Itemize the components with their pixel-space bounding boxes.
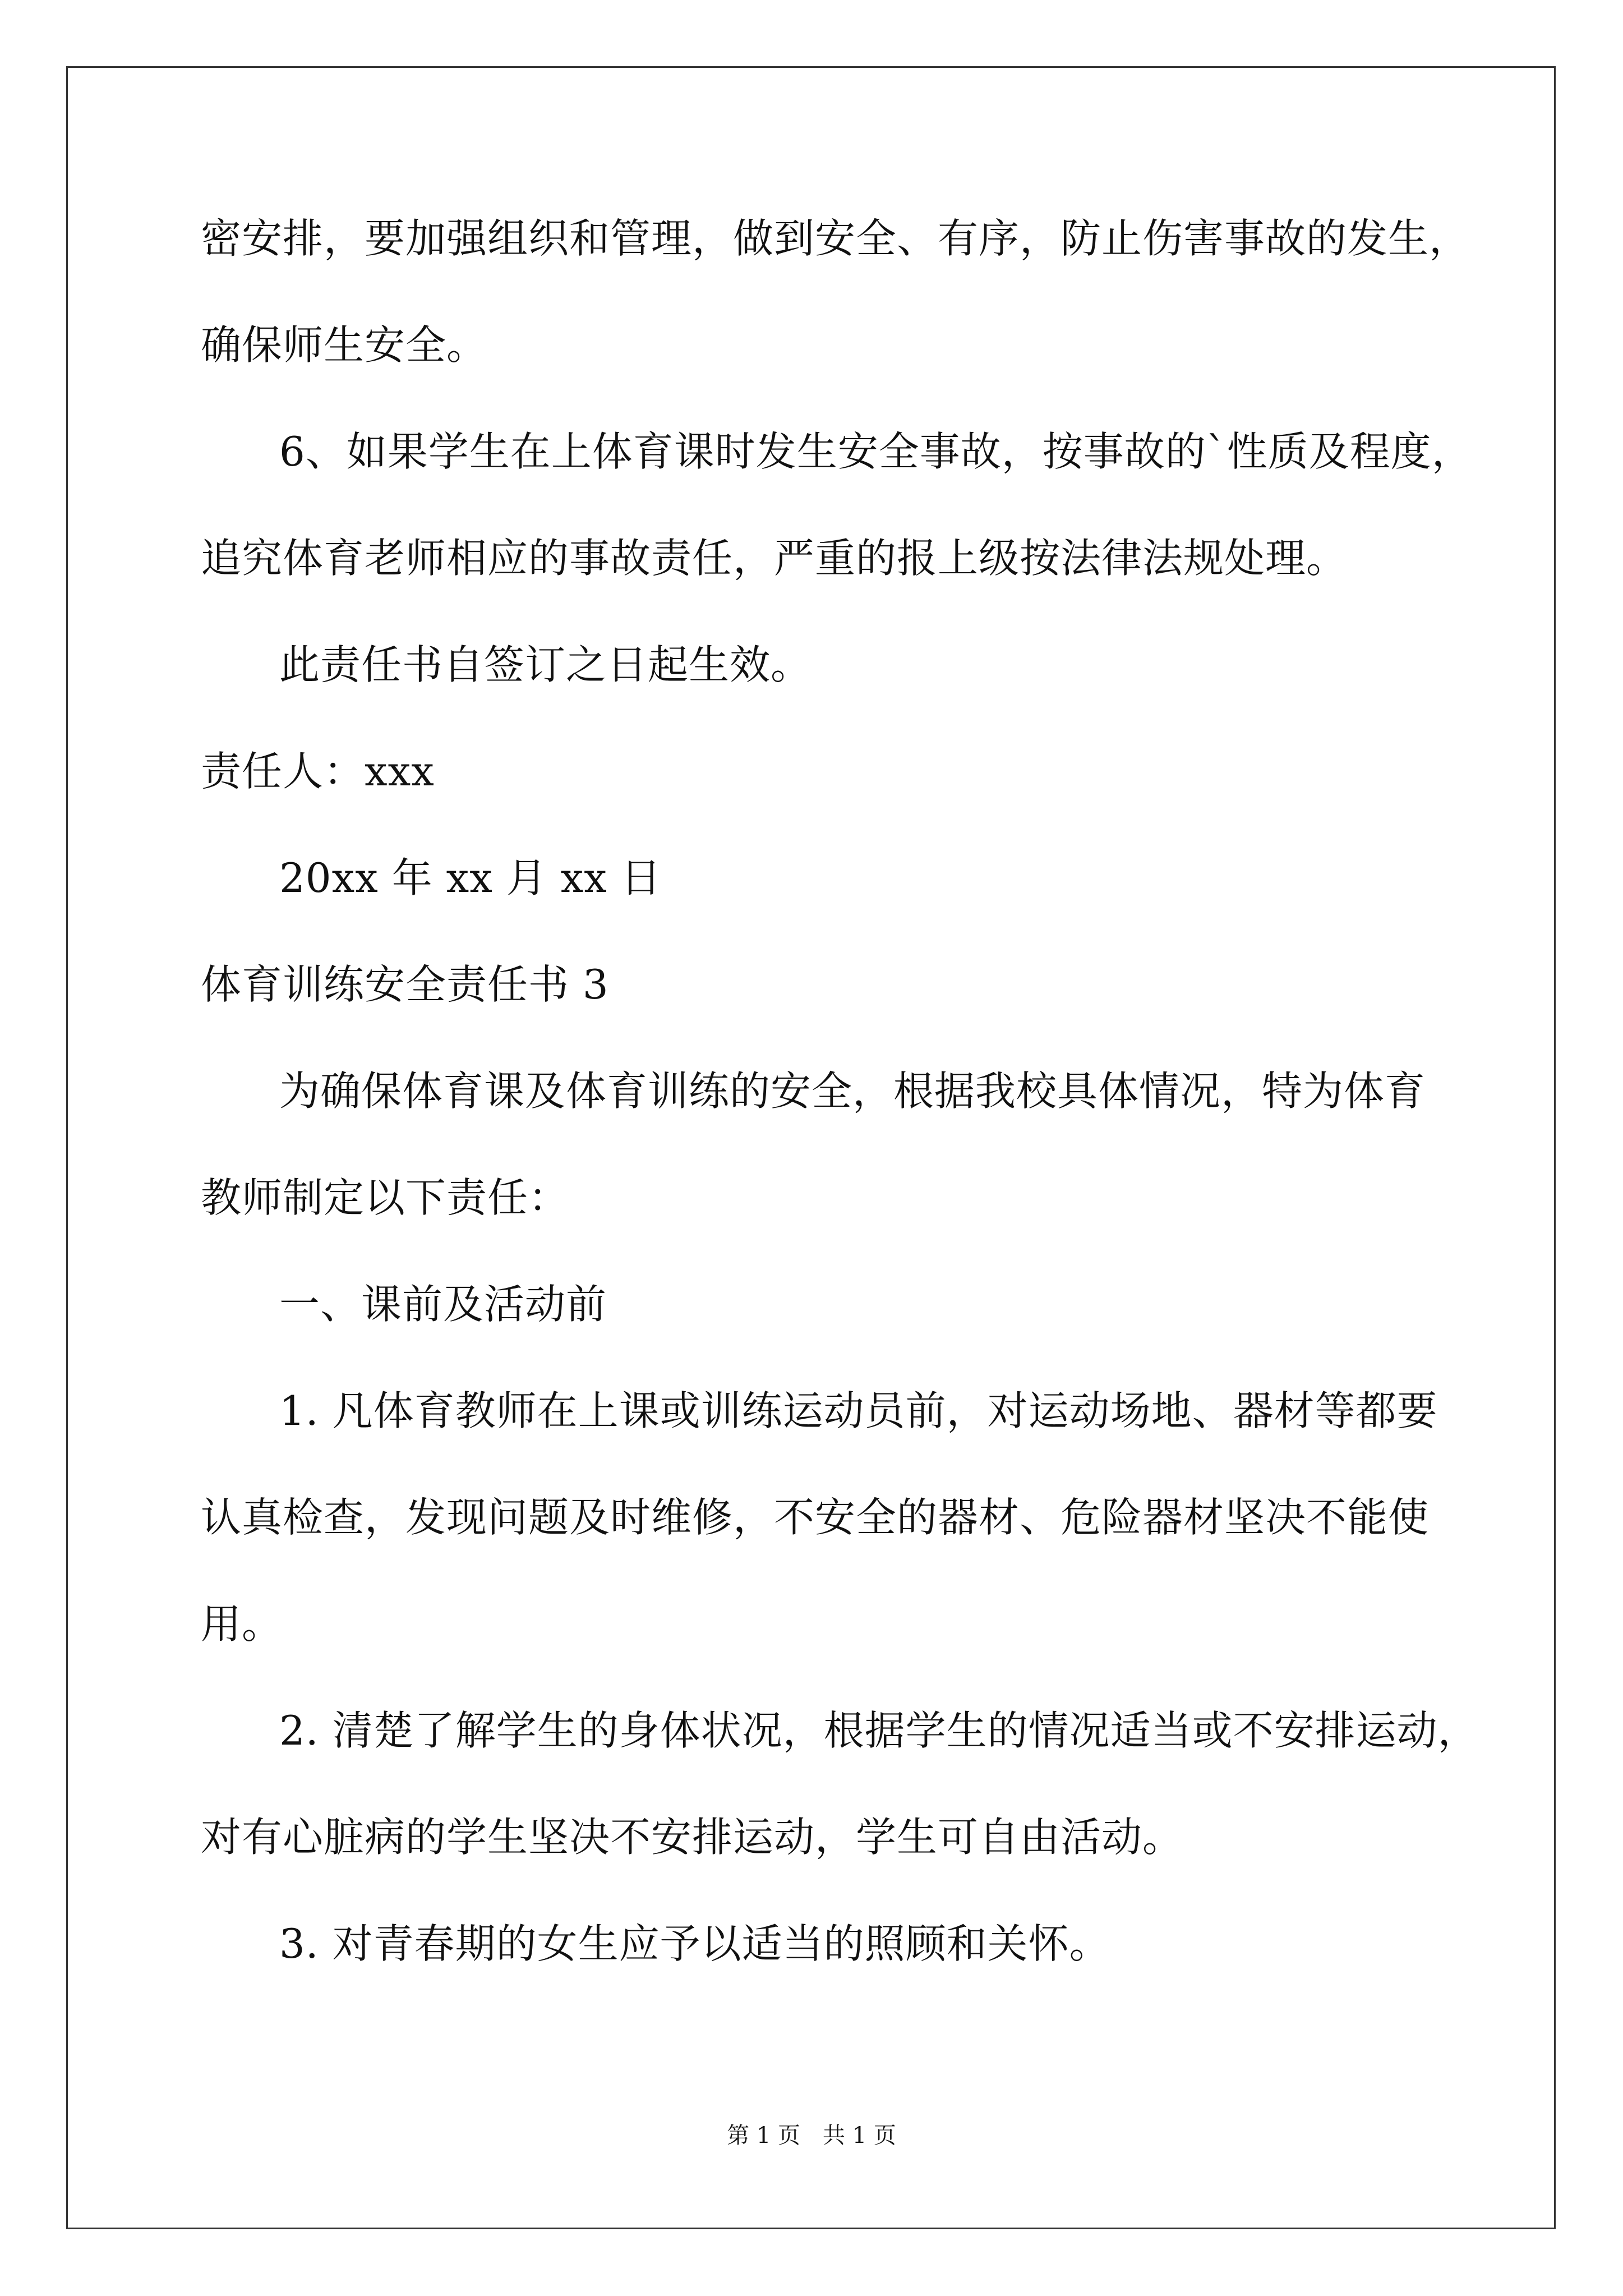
body-text-line: 教师制定以下责任：: [201, 1174, 570, 1221]
body-text-line: 认真检查，发现问题及时维修，不安全的器材、危险器材坚决不能使: [201, 1494, 1430, 1541]
body-text-line: 此责任书自签订之日起生效。: [279, 641, 812, 688]
body-text-line: 追究体育老师相应的事故责任，严重的报上级按法律法规处理。: [201, 535, 1348, 582]
body-text-line: 1. 凡体育教师在上课或训练运动员前，对运动场地、器材等都要: [279, 1387, 1438, 1434]
body-text-line: 确保师生安全。: [201, 321, 488, 369]
body-text-line: 3. 对青春期的女生应予以适当的照顾和关怀。: [279, 1920, 1110, 1967]
signatory-line: 责任人：xxx: [201, 748, 435, 795]
page-footer: 第 1 页 共 1 页: [727, 2123, 896, 2148]
body-text-line: 对有心脏病的学生坚决不安排运动，学生可自由活动。: [201, 1814, 1184, 1861]
body-text-line: 6、如果学生在上体育课时发生安全事故，按事故的`性质及程度，: [279, 428, 1473, 475]
body-text-line: 为确保体育课及体育训练的安全，根据我校具体情况，特为体育: [279, 1068, 1426, 1115]
body-text-line: 2. 清楚了解学生的身体状况，根据学生的情况适当或不安排运动，: [279, 1707, 1479, 1754]
body-text-line: 密安排，要加强组织和管理，做到安全、有序，防止伤害事故的发生，: [201, 215, 1470, 262]
subheading: 一、课前及活动前: [279, 1281, 607, 1328]
page-border: [66, 66, 1556, 2229]
section-title: 体育训练安全责任书 3: [201, 961, 609, 1008]
body-text-line: 用。: [201, 1600, 283, 1648]
date-line: 20xx 年 xx 月 xx 日: [279, 854, 662, 901]
